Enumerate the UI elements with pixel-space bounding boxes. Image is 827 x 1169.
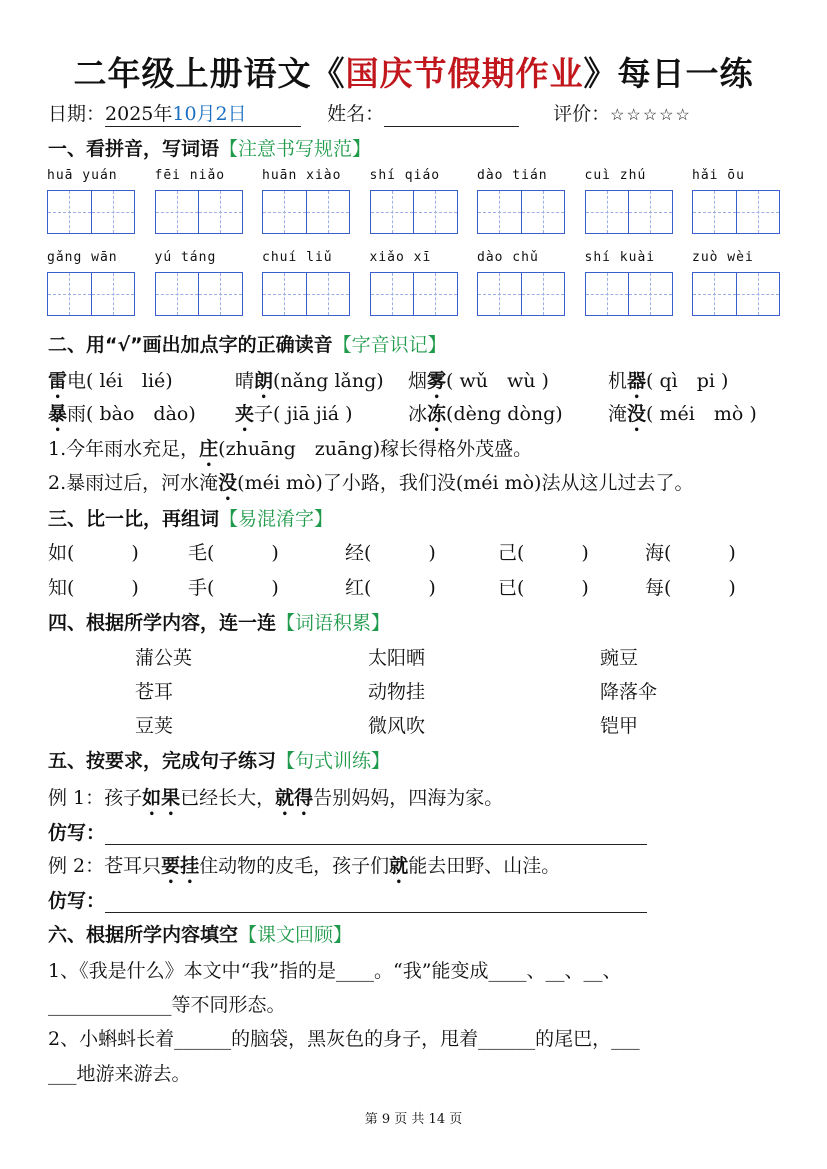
section-tag: 【字音识记】 [332, 334, 447, 356]
dotted-char: 雷 [48, 370, 68, 392]
char-cell[interactable] [48, 191, 92, 233]
match-item[interactable]: 铠甲 [600, 715, 639, 737]
dotted-char: 朗 [254, 370, 274, 392]
compare-item[interactable]: 每( ) [645, 577, 736, 599]
name-label: 姓名： [327, 103, 385, 125]
imitate-1 [48, 818, 647, 845]
text-segment: (zhuāng zuāng)稼长得格外茂盛。 [218, 438, 533, 460]
text-segment: ( méi mò ) [646, 403, 757, 425]
reading-item[interactable] [608, 366, 728, 403]
date-field[interactable] [105, 99, 301, 127]
match-item[interactable]: 蒲公英 [135, 647, 193, 669]
section-4-heading [48, 608, 390, 635]
compare-item[interactable]: 己( ) [498, 542, 589, 564]
title-prefix: 二年级上册语文《 [73, 54, 346, 93]
pinyin-label: fēi niǎo [154, 168, 226, 183]
compare-item[interactable]: 知( ) [48, 577, 139, 599]
char-cell[interactable] [307, 273, 350, 315]
dotted-char: 就得 [275, 787, 314, 809]
section-title: 五、按要求，完成句子练习 [48, 750, 277, 772]
writing-box[interactable] [477, 272, 565, 316]
section-1-heading [48, 134, 371, 161]
char-cell[interactable] [629, 191, 672, 233]
imitate-2 [48, 886, 647, 913]
dotted-char: 器 [627, 370, 647, 392]
section-tag: 【易混淆字】 [219, 508, 334, 530]
page-title [0, 48, 827, 95]
example-2 [48, 851, 560, 888]
section-tag: 【句式训练】 [276, 750, 391, 772]
text-segment: 子 [254, 403, 274, 425]
section-2-heading [48, 330, 447, 357]
dotted-char: 夹 [235, 403, 255, 425]
fill-question-2[interactable]: 2、小蝌蚪长着______的脑袋，黑灰色的身子，甩着______的尾巴，___ [48, 1028, 640, 1050]
text-segment: 雨 [67, 403, 87, 425]
match-item[interactable]: 降落伞 [600, 681, 658, 703]
writing-box[interactable] [477, 190, 565, 234]
char-cell[interactable] [522, 273, 565, 315]
title-highlight: 国庆节假期作业 [345, 54, 584, 93]
info-line [48, 99, 692, 127]
section-6-heading [48, 920, 352, 947]
pinyin-label: chuí liǔ [262, 250, 333, 265]
example-1 [48, 783, 503, 820]
reading-item[interactable] [235, 399, 353, 436]
match-item[interactable]: 苍耳 [135, 681, 174, 703]
section-title: 六、根据所学内容填空 [48, 924, 239, 946]
writing-box[interactable] [692, 272, 780, 316]
imitate-answer-1[interactable] [105, 824, 647, 845]
writing-box[interactable] [155, 190, 243, 234]
text-segment: 淹 [608, 403, 628, 425]
section-title: 一、看拼音，写词语 [48, 138, 220, 160]
char-cell[interactable] [92, 191, 135, 233]
char-cell[interactable] [48, 273, 92, 315]
imitate-label: 仿写： [48, 822, 106, 844]
reading-item[interactable] [408, 366, 549, 403]
text-segment: ( qì pi ) [646, 370, 729, 392]
text-segment: ( jiā jiá ) [273, 403, 353, 425]
writing-box[interactable] [262, 272, 350, 316]
pinyin-label: shí kuài [584, 250, 656, 265]
rating-label: 评价： [553, 103, 611, 125]
char-cell[interactable] [586, 191, 630, 233]
dotted-char: 如果 [142, 787, 181, 809]
pinyin-label: zuò wèi [692, 250, 754, 265]
compare-item[interactable]: 红( ) [345, 577, 436, 599]
writing-box[interactable] [370, 190, 458, 234]
text-segment: ( wǔ wù ) [446, 370, 549, 392]
date-year: 2025年 [105, 103, 173, 125]
compare-item[interactable]: 毛( ) [188, 542, 279, 564]
pinyin-label: dào tián [477, 168, 548, 183]
text-segment: ( bào dào) [86, 403, 196, 425]
reading-item[interactable] [235, 366, 384, 403]
char-cell[interactable] [307, 191, 350, 233]
date-value: 10月2日 [172, 103, 247, 125]
char-cell[interactable] [199, 273, 242, 315]
writing-box[interactable] [262, 190, 350, 234]
section-title: 四、根据所学内容，连一连 [48, 612, 277, 634]
text-segment: 2.暴雨过后，河水淹 [48, 472, 219, 494]
text-segment: 晴 [235, 370, 255, 392]
pinyin-label: dào chǔ [477, 250, 539, 265]
char-cell[interactable] [737, 191, 780, 233]
char-cell[interactable] [737, 273, 780, 315]
rating-stars[interactable]: ☆☆☆☆☆ [610, 105, 692, 124]
text-segment: 能去田野、山洼。 [408, 855, 561, 877]
match-item[interactable]: 豌豆 [600, 647, 639, 669]
writing-box[interactable] [585, 272, 673, 316]
writing-box[interactable] [47, 190, 135, 234]
text-segment: 电 [67, 370, 87, 392]
char-cell[interactable] [522, 191, 565, 233]
section-title: 三、比一比，再组词 [48, 508, 220, 530]
compare-item[interactable]: 手( ) [188, 577, 279, 599]
fill-question-2-cont[interactable]: ___地游来游去。 [48, 1063, 191, 1085]
pinyin-label: shí qiáo [369, 168, 441, 183]
text-segment: 1.今年雨水充足， [48, 438, 200, 460]
writing-box[interactable] [370, 272, 458, 316]
pinyin-label: gǎng wān [47, 250, 118, 265]
char-cell[interactable] [586, 273, 630, 315]
char-cell[interactable] [371, 191, 415, 233]
compare-item[interactable]: 已( ) [498, 577, 589, 599]
name-field[interactable] [384, 106, 519, 127]
char-cell[interactable] [478, 273, 522, 315]
char-cell[interactable] [371, 273, 415, 315]
text-segment: 例 2：苍耳只 [48, 855, 162, 877]
reading-item[interactable] [608, 399, 757, 436]
dotted-char: 没 [218, 472, 238, 494]
pinyin-label: huā yuán [47, 168, 118, 183]
text-segment: 冰 [408, 403, 428, 425]
text-segment: (dèng dòng) [446, 403, 563, 425]
reading-sentence[interactable] [48, 468, 693, 505]
char-cell[interactable] [199, 191, 242, 233]
pinyin-label: yú táng [154, 250, 217, 265]
match-item[interactable]: 豆荚 [135, 715, 174, 737]
char-cell[interactable] [414, 191, 457, 233]
section-tag: 【注意书写规范】 [219, 138, 372, 160]
pinyin-label: huān xiào [262, 168, 342, 183]
compare-item[interactable]: 如( ) [48, 542, 139, 564]
pinyin-label: hǎi ōu [692, 168, 745, 183]
text-segment: (nǎng lǎng) [273, 370, 384, 392]
char-cell[interactable] [263, 273, 307, 315]
dotted-char: 就 [389, 855, 409, 877]
section-tag: 【课文回顾】 [238, 924, 353, 946]
fill-question-1-cont[interactable]: _____________等不同形态。 [48, 994, 286, 1016]
char-cell[interactable] [414, 273, 457, 315]
text-segment: 住动物的皮毛，孩子们 [199, 855, 390, 877]
reading-item[interactable] [48, 399, 196, 436]
dotted-char: 庄 [199, 438, 219, 460]
char-cell[interactable] [156, 273, 200, 315]
dotted-char: 雾 [427, 370, 447, 392]
reading-sentence[interactable] [48, 434, 532, 471]
dotted-char: 暴 [48, 403, 68, 425]
pinyin-label: xiǎo xī [369, 250, 432, 265]
dotted-char: 没 [627, 403, 647, 425]
writing-box[interactable] [692, 190, 780, 234]
writing-box[interactable] [585, 190, 673, 234]
match-item[interactable]: 微风吹 [368, 715, 426, 737]
writing-box[interactable] [47, 272, 135, 316]
match-item[interactable]: 动物挂 [368, 681, 426, 703]
dotted-char: 冻 [427, 403, 447, 425]
writing-box[interactable] [155, 272, 243, 316]
char-cell[interactable] [693, 273, 737, 315]
date-label: 日期： [48, 103, 106, 125]
char-cell[interactable] [156, 191, 200, 233]
compare-item[interactable]: 经( ) [345, 542, 436, 564]
char-cell[interactable] [629, 273, 672, 315]
compare-item[interactable]: 海( ) [645, 542, 736, 564]
char-cell[interactable] [478, 191, 522, 233]
section-5-heading [48, 746, 390, 773]
text-segment: (méi mò)了小路，我们没(méi mò)法从这儿过去了。 [237, 472, 694, 494]
reading-item[interactable] [48, 366, 173, 403]
section-title: 二、用“√”画出加点字的正确读音 [48, 334, 333, 356]
text-segment: 例 1：孩子 [48, 787, 143, 809]
char-cell[interactable] [263, 191, 307, 233]
imitate-label: 仿写： [48, 890, 106, 912]
text-segment: 告别妈妈，四海为家。 [313, 787, 504, 809]
text-segment: 已经长大， [180, 787, 276, 809]
imitate-answer-2[interactable] [105, 892, 647, 913]
match-item[interactable]: 太阳晒 [368, 647, 426, 669]
page-footer: 第 9 页 共 14 页 [364, 1112, 463, 1127]
char-cell[interactable] [92, 273, 135, 315]
pinyin-label: cuì zhú [584, 168, 647, 183]
dotted-char: 要挂 [161, 855, 200, 877]
fill-question-1[interactable]: 1、《我是什么》本文中“我”指的是____。“我”能变成____、__、__、 [48, 960, 622, 982]
title-suffix: 》每日一练 [583, 54, 754, 93]
section-3-heading [48, 504, 333, 531]
text-segment: 机 [608, 370, 628, 392]
reading-item[interactable] [408, 399, 563, 436]
text-segment: 烟 [408, 370, 428, 392]
char-cell[interactable] [693, 191, 737, 233]
section-tag: 【词语积累】 [276, 612, 391, 634]
text-segment: ( léi lié) [86, 370, 173, 392]
